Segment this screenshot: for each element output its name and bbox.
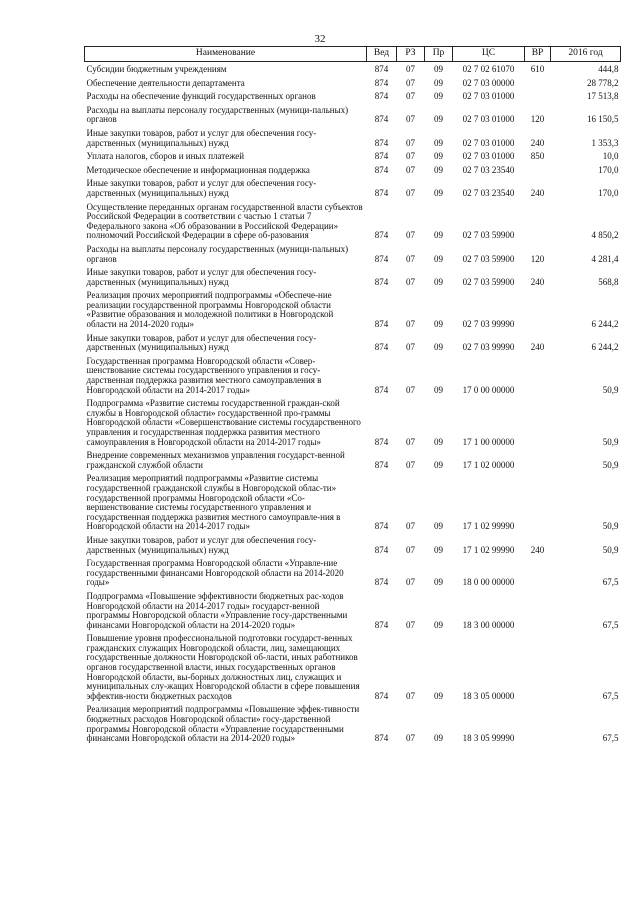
row-name: Расходы на обеспечение функций государственных органов <box>86 91 316 102</box>
row-rz: 07 <box>406 114 415 125</box>
row-cs: 02 7 03 59900 <box>462 230 515 241</box>
row-name: Обеспечение деятельности департамента <box>86 77 245 88</box>
row-pr: 09 <box>434 521 443 532</box>
row-amount: 17 513,8 <box>587 91 619 102</box>
row-rz: 07 <box>406 91 415 102</box>
row-wr <box>525 471 551 533</box>
row-pr: 09 <box>434 436 443 447</box>
row-name: Расходы на выплаты персоналу государственных (муници-пальных) органов <box>86 243 349 264</box>
row-rz: 07 <box>406 690 415 701</box>
table-row <box>85 396 621 448</box>
row-cs: 18 3 00 00000 <box>462 619 515 630</box>
row-cs: 17 1 02 99990 <box>462 544 515 555</box>
row-amount: 50,9 <box>602 459 619 470</box>
row-ved: 874 <box>374 64 389 74</box>
row-name: Иные закупки товаров, работ и услуг для обеспечения госу-дарственных (муниципальных) нужд <box>86 127 317 148</box>
row-ved: 874 <box>374 384 389 395</box>
row-cs: 18 0 00 00000 <box>462 577 515 588</box>
table-row <box>85 589 621 631</box>
row-ved: 874 <box>374 733 389 744</box>
row-pr: 09 <box>434 319 443 330</box>
row-rz: 07 <box>406 384 415 395</box>
row-pr: 09 <box>434 64 443 74</box>
row-name: Государственная программа Новгородской области «Совер-шенствование системы государственного управления и госу-дарственная поддержка развития местного самоуправления в Новгородской области на 2014-2017 годы» <box>86 355 322 395</box>
row-name: Методическое обеспечение и информационная поддержка <box>86 164 310 175</box>
row-name: Государственная программа Новгородской области «Управле-ние государственными финансами Новгородской области на 2014-2020 годы» <box>86 558 344 588</box>
row-name: Иные закупки товаров, работ и услуг для обеспечения госу-дарственных (муниципальных) нужд <box>86 267 317 287</box>
row-wr: 240 <box>530 187 545 198</box>
row-rz: 07 <box>406 577 415 588</box>
row-pr: 09 <box>434 384 443 395</box>
row-pr: 09 <box>434 459 443 470</box>
table-row <box>85 89 621 103</box>
row-cs: 02 7 03 01000 <box>462 114 515 125</box>
row-wr <box>525 448 551 471</box>
row-name: Расходы на выплаты персоналу государственных (муници-пальных) органов <box>86 104 349 125</box>
row-ved: 874 <box>374 276 389 287</box>
row-wr <box>525 631 551 702</box>
row-ved: 874 <box>374 342 389 353</box>
table-row <box>85 702 621 744</box>
row-pr: 09 <box>434 544 443 555</box>
row-amount: 67,5 <box>602 690 619 701</box>
row-pr: 09 <box>434 91 443 102</box>
row-ved: 874 <box>374 319 389 330</box>
row-ved: 874 <box>374 619 389 630</box>
budget-table <box>84 46 621 745</box>
row-ved: 874 <box>374 230 389 241</box>
row-pr: 09 <box>434 276 443 287</box>
table-row <box>85 163 621 177</box>
row-cs: 18 3 05 99990 <box>462 733 515 744</box>
row-cs: 02 7 02 61070 <box>462 64 515 74</box>
row-cs: 17 0 00 00000 <box>462 384 515 395</box>
table-header <box>85 47 621 62</box>
table-row <box>85 126 621 149</box>
header-name: Наименование <box>85 47 367 62</box>
row-pr: 09 <box>434 151 443 162</box>
row-rz: 07 <box>406 151 415 162</box>
table-row <box>85 62 621 76</box>
row-ved: 874 <box>374 91 389 102</box>
row-wr: 120 <box>530 253 545 264</box>
row-amount: 16 150,5 <box>587 114 619 125</box>
row-rz: 07 <box>406 253 415 264</box>
row-amount: 67,5 <box>602 577 619 588</box>
row-rz: 07 <box>406 77 415 88</box>
row-rz: 07 <box>406 544 415 555</box>
row-wr: 240 <box>530 276 545 287</box>
row-wr <box>525 163 551 177</box>
row-name: Реализация мероприятий подпрограммы «Развитие системы государственной гражданской службы в Новгородской облас-ти» государственной программы Новгородской области «Со-вершенствование системы государственного управления и государственная поддержка развития местного самоуправле-ния в Новгородской области на 2014-2017 годы» <box>86 473 341 532</box>
row-name: Осуществление переданных органам государственной власти субъектов Российской Федерации в соответствии с частью 1 статьи 7 Федерального закона «Об образовании в Российской Федерации» полномочий Российской Федерации в сфере об-разования <box>86 201 363 241</box>
table-row <box>85 288 621 330</box>
row-pr: 09 <box>434 619 443 630</box>
row-wr <box>525 89 551 103</box>
row-wr <box>525 354 551 396</box>
row-cs: 02 7 03 23540 <box>462 164 515 175</box>
row-wr <box>525 702 551 744</box>
row-rz: 07 <box>406 164 415 175</box>
row-name: Реализация мероприятий подпрограммы «Повышение эффек-тивности бюджетных расходов Новгородской области» госу-дарственной программы Новгородской области «Управление государственными финансами Новгородской области на 2014-2020 годы» <box>86 704 360 744</box>
row-amount: 28 778,2 <box>587 77 619 88</box>
header-ved: Вед <box>367 47 397 62</box>
table-row <box>85 265 621 288</box>
row-pr: 09 <box>434 253 443 264</box>
row-wr: 120 <box>530 114 545 125</box>
table-row <box>85 354 621 396</box>
row-ved: 874 <box>374 459 389 470</box>
row-rz: 07 <box>406 521 415 532</box>
row-name: Уплата налогов, сборов и иных платежей <box>86 151 245 162</box>
row-cs: 02 7 03 00000 <box>462 77 515 88</box>
row-wr: 240 <box>530 544 545 555</box>
row-name: Подпрограмма «Развитие системы государственной граждан-ской службы в Новгородской области» государственной про-граммы Новгородской области «Совершенствование системы государственного управления и государственная поддержка развития местного самоуправления в Новгородской области на 2014-2017 годы» <box>86 398 361 447</box>
row-ved: 874 <box>374 187 389 198</box>
header-pr: Пр <box>425 47 453 62</box>
row-amount: 10,0 <box>602 151 619 162</box>
row-pr: 09 <box>434 230 443 241</box>
row-rz: 07 <box>406 342 415 353</box>
row-wr <box>525 396 551 448</box>
row-cs: 17 1 02 00000 <box>462 459 515 470</box>
row-pr: 09 <box>434 187 443 198</box>
header-cs: ЦС <box>453 47 525 62</box>
row-wr <box>525 76 551 90</box>
row-cs: 02 7 03 23540 <box>462 187 515 198</box>
row-pr: 09 <box>434 114 443 125</box>
row-rz: 07 <box>406 64 415 74</box>
row-pr: 09 <box>434 77 443 88</box>
row-name: Внедрение современных механизмов управления государст-венной гражданской службой области <box>86 450 345 470</box>
row-wr <box>525 556 551 589</box>
row-ved: 874 <box>374 151 389 162</box>
row-pr: 09 <box>434 342 443 353</box>
row-amount: 6 244,2 <box>591 319 619 330</box>
row-pr: 09 <box>434 164 443 175</box>
row-rz: 07 <box>406 276 415 287</box>
row-rz: 07 <box>406 459 415 470</box>
table-row <box>85 556 621 589</box>
header-wr: ВР <box>525 47 551 62</box>
table-row <box>85 176 621 199</box>
row-name: Повышение уровня профессиональной подготовки государст-венных гражданских служащих Новгородской области, лиц, замещающих государственные должности Новгородской об-ласти, иных работников органов государственной власти, иных государственных органов Новгородской области, вы-борных должностных лиц, служащих и муниципальных слу-жащих Новгородской области в сфере повышения эффектив-ности бюджетных расходов <box>86 633 360 701</box>
table-row <box>85 331 621 354</box>
row-cs: 02 7 03 01000 <box>462 91 515 102</box>
row-cs: 02 7 03 59900 <box>462 253 515 264</box>
row-amount: 50,9 <box>602 384 619 395</box>
row-rz: 07 <box>406 619 415 630</box>
table-row <box>85 149 621 163</box>
row-ved: 874 <box>374 544 389 555</box>
row-cs: 18 3 05 00000 <box>462 690 515 701</box>
row-wr: 240 <box>530 137 545 148</box>
row-amount: 444,8 <box>598 64 619 74</box>
row-ved: 874 <box>374 253 389 264</box>
row-cs: 17 1 02 99990 <box>462 521 515 532</box>
row-wr: 240 <box>530 342 545 353</box>
row-name: Иные закупки товаров, работ и услуг для обеспечения госу-дарственных (муниципальных) нужд <box>86 534 317 555</box>
row-wr <box>525 589 551 631</box>
row-pr: 09 <box>434 733 443 744</box>
row-ved: 874 <box>374 114 389 125</box>
row-amount: 1 353,3 <box>591 137 619 148</box>
table-row <box>85 103 621 126</box>
row-amount: 67,5 <box>602 619 619 630</box>
row-rz: 07 <box>406 187 415 198</box>
row-wr <box>525 200 551 242</box>
table-row <box>85 631 621 702</box>
row-cs: 02 7 03 01000 <box>462 137 515 148</box>
row-pr: 09 <box>434 577 443 588</box>
row-wr: 610 <box>530 64 545 74</box>
row-ved: 874 <box>374 521 389 532</box>
row-name: Иные закупки товаров, работ и услуг для обеспечения госу-дарственных (муниципальных) нужд <box>86 178 317 198</box>
row-amount: 170,0 <box>598 164 619 175</box>
row-wr: 850 <box>530 151 545 162</box>
row-cs: 02 7 03 59900 <box>462 276 515 287</box>
table-row <box>85 76 621 90</box>
table-row <box>85 471 621 533</box>
row-rz: 07 <box>406 319 415 330</box>
row-ved: 874 <box>374 77 389 88</box>
row-ved: 874 <box>374 577 389 588</box>
row-rz: 07 <box>406 733 415 744</box>
row-cs: 17 1 00 00000 <box>462 436 515 447</box>
header-amount: 2016 год <box>551 47 621 62</box>
row-pr: 09 <box>434 137 443 148</box>
row-name: Подпрограмма «Повышение эффективности бюджетных рас-ходов Новгородской области на 2014-2017 годы» государст-венной программы Новгородской области «Управление госу-дарственными финансами Новгородской области на 2014-2020 годы» <box>86 590 348 630</box>
row-ved: 874 <box>374 137 389 148</box>
table-body <box>85 62 621 745</box>
row-rz: 07 <box>406 436 415 447</box>
row-amount: 50,9 <box>602 436 619 447</box>
row-ved: 874 <box>374 164 389 175</box>
table-row <box>85 448 621 471</box>
page-number: 32 <box>314 33 326 45</box>
row-rz: 07 <box>406 230 415 241</box>
header-rz: РЗ <box>397 47 425 62</box>
row-amount: 568,8 <box>598 276 619 287</box>
row-wr <box>525 288 551 330</box>
row-cs: 02 7 03 99990 <box>462 342 515 353</box>
row-cs: 02 7 03 01000 <box>462 151 515 162</box>
table-row <box>85 200 621 242</box>
row-amount: 4 281,4 <box>591 253 619 264</box>
table-row <box>85 242 621 265</box>
row-amount: 6 244,2 <box>591 342 619 353</box>
row-pr: 09 <box>434 690 443 701</box>
row-amount: 4 850,2 <box>591 230 619 241</box>
row-name: Реализация прочих мероприятий подпрограммы «Обеспече-ние реализации государственной программы Новгородской области «Развитие образования и молодежной политики в Новгородской области на 2014-2020 годы» <box>86 290 334 330</box>
table-row <box>85 533 621 556</box>
row-ved: 874 <box>374 690 389 701</box>
row-cs: 02 7 03 99990 <box>462 319 515 330</box>
row-amount: 50,9 <box>602 521 619 532</box>
row-ved: 874 <box>374 436 389 447</box>
row-amount: 50,9 <box>602 544 619 555</box>
row-rz: 07 <box>406 137 415 148</box>
row-name: Иные закупки товаров, работ и услуг для обеспечения госу-дарственных (муниципальных) нужд <box>86 332 317 353</box>
row-amount: 67,5 <box>602 733 619 744</box>
row-amount: 170,0 <box>598 187 619 198</box>
row-name: Субсидии бюджетным учреждениям <box>86 64 227 74</box>
